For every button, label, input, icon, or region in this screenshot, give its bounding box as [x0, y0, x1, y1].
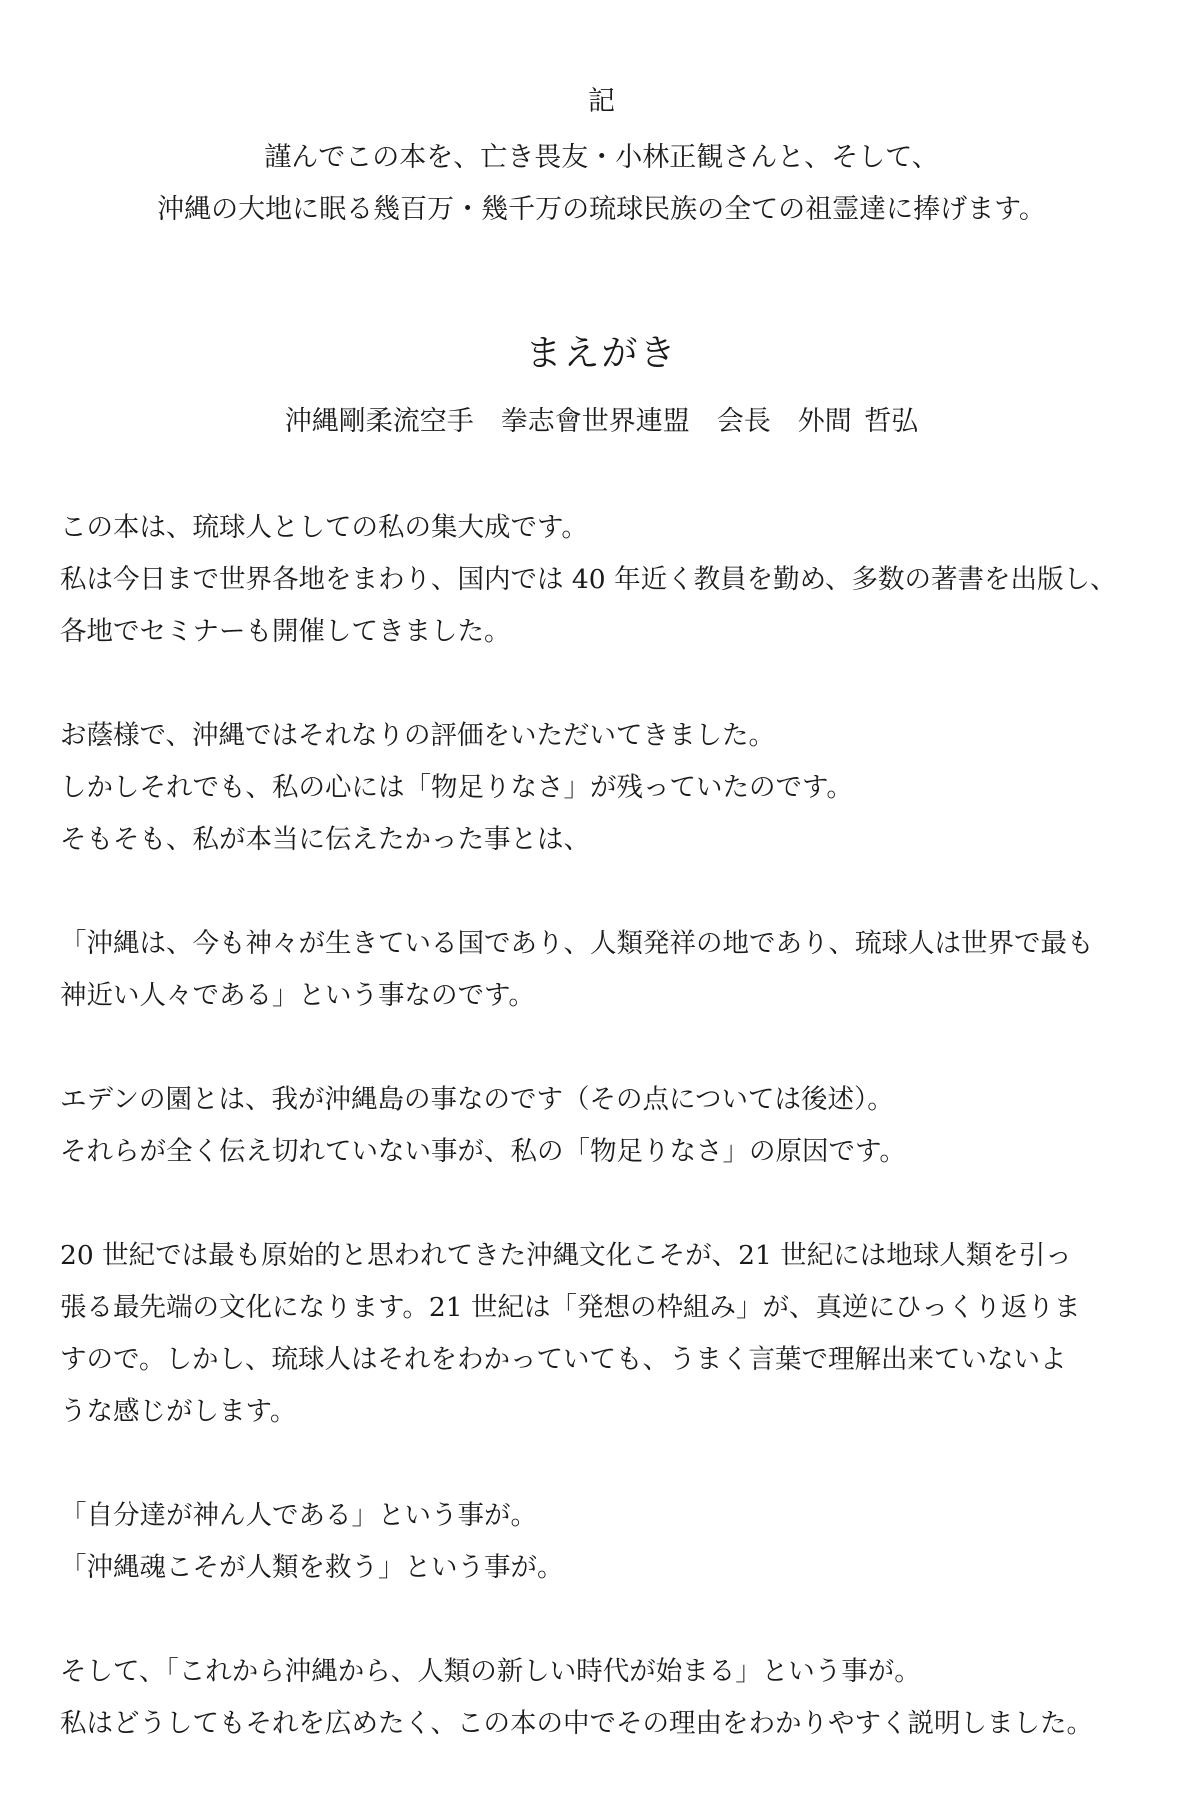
paragraph-line: そもそも、私が本当に伝えたかった事とは、: [60, 824, 590, 855]
paragraph-line: 張る最先端の文化になります。21 世紀は「発想の枠組み」が、真逆にひっくり返りま: [60, 1292, 1081, 1323]
paragraph-line: すので。しかし、琉球人はそれをわかっていても、うまく言葉で理解出来ていないよ: [60, 1344, 1067, 1375]
dedication-line: 謹んでこの本を、亡き畏友・小林正観さんと、そして、: [264, 142, 939, 173]
paragraph-line: 私は今日まで世界各地をまわり、国内では 40 年近く教員を勤め、多数の著書を出版し、: [60, 564, 1117, 595]
paragraph: [60, 1490, 1150, 1594]
paragraph-line: 私はどうしてもそれを広めたく、この本の中でその理由をわかりやすく説明しました。: [60, 1708, 1093, 1739]
paragraph: [60, 1074, 1150, 1178]
paragraph-line: それらが全く伝え切れていない事が、私の「物足りなさ」の原因です。: [60, 1136, 906, 1167]
paragraph-line: 「沖縄魂こそが人類を救う」という事が。: [60, 1552, 564, 1583]
paragraph-line: 各地でセミナーも開催してきました。: [60, 616, 511, 647]
preface-title: まえがき: [525, 333, 678, 374]
paragraph-line: この本は、琉球人としての私の集大成です。: [60, 512, 588, 543]
paragraph-line: しかしそれでも、私の心には「物足りなさ」が残っていたのです。: [60, 772, 853, 803]
paragraph: [60, 1230, 1150, 1438]
paragraph-line: そして、「これから沖縄から、人類の新しい時代が始まる」という事が。: [60, 1656, 921, 1687]
paragraph: [60, 502, 1150, 658]
paragraph: [60, 1646, 1150, 1750]
dedication: [0, 132, 1203, 236]
paragraph-line: エデンの園とは、我が沖縄島の事なのです（その点については後述）。: [60, 1084, 894, 1115]
paragraph-line: 「沖縄は、今も神々が生きている国であり、人類発祥の地であり、琉球人は世界で最も: [60, 928, 1094, 959]
paragraph-line: 神近い人々である」という事なのです。: [60, 980, 535, 1011]
paragraph: [60, 710, 1150, 866]
paragraph-line: お蔭様で、沖縄ではそれなりの評価をいただいてきました。: [60, 720, 775, 751]
preface-author: 沖縄剛柔流空手 拳志會世界連盟 会長 外間 哲弘: [284, 406, 919, 437]
paragraph: [60, 918, 1150, 1022]
preface-body: [60, 502, 1150, 1802]
paragraph-line: 20 世紀では最も原始的と思われてきた沖縄文化こそが、21 世紀には地球人類を引っ: [60, 1240, 1072, 1271]
paragraph-line: 「自分達が神ん人である」という事が。: [60, 1500, 537, 1531]
paragraph-line: うな感じがします。: [60, 1396, 297, 1427]
dedication-line: 沖縄の大地に眠る幾百万・幾千万の琉球民族の全ての祖霊達に捧げます。: [157, 194, 1046, 225]
ki-heading: 記: [588, 86, 615, 117]
